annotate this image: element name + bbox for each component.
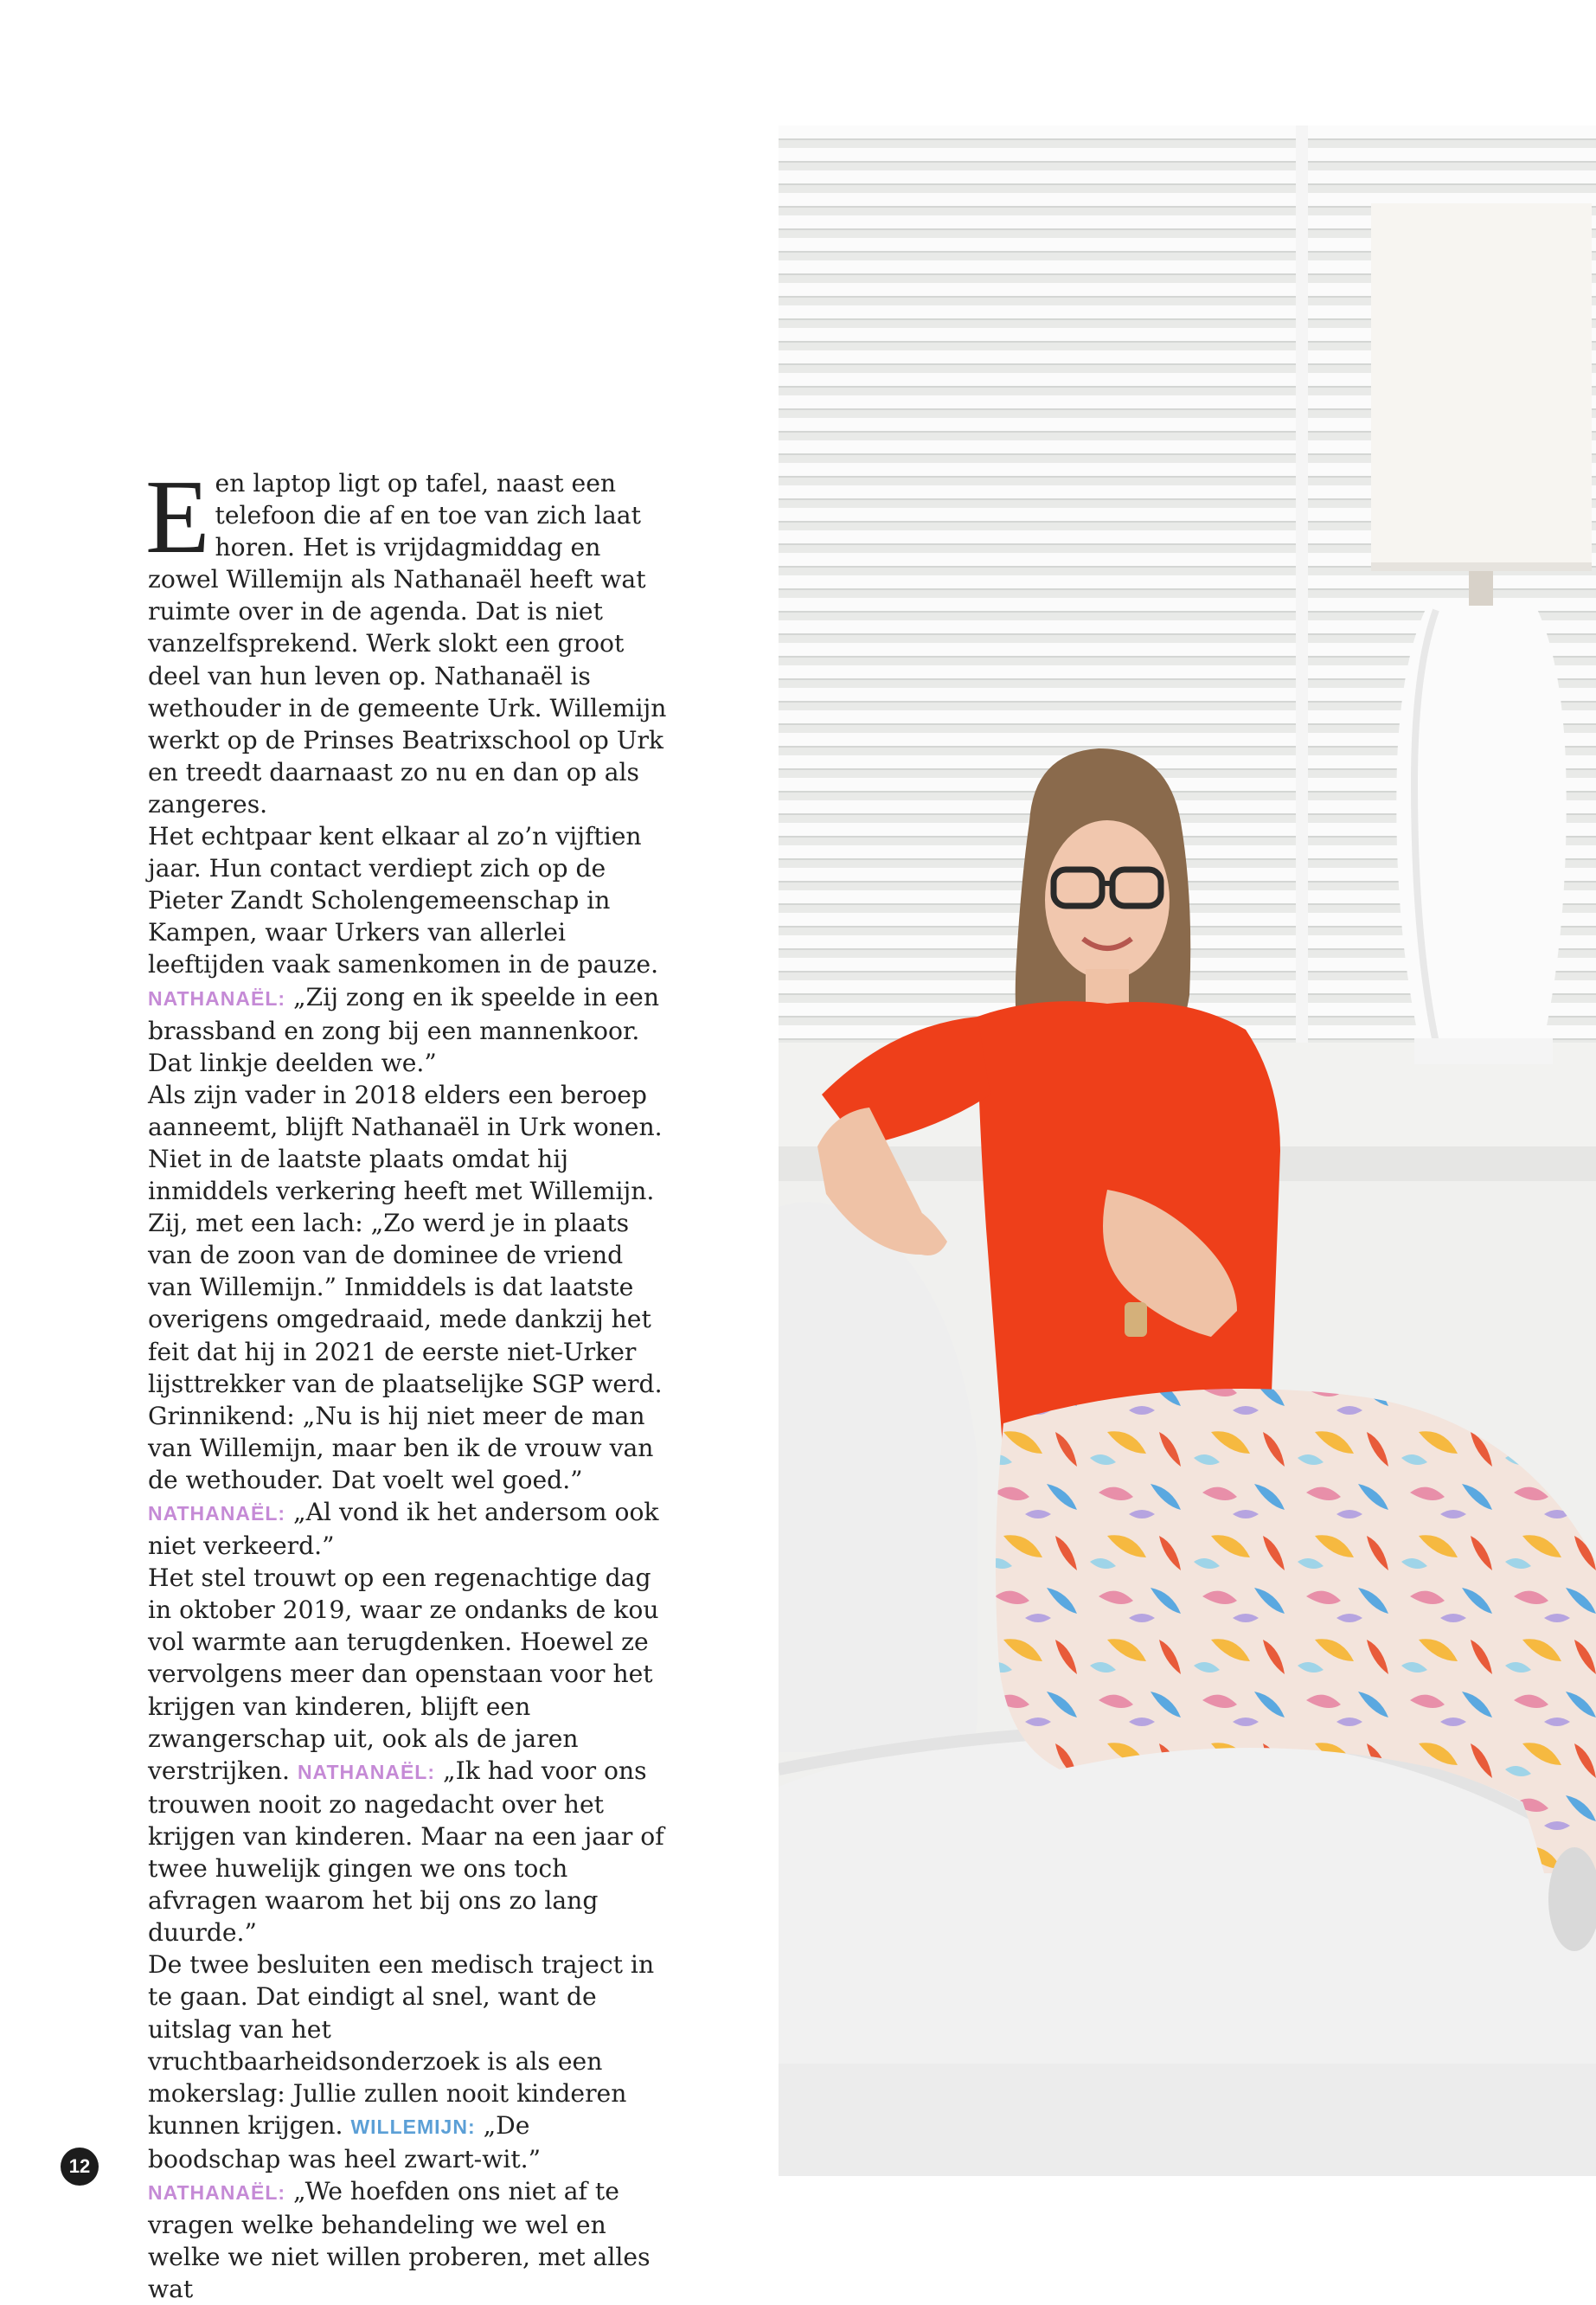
paragraph xyxy=(148,1949,667,2305)
speaker-label-nathanael: NATHANAËL: xyxy=(297,1760,435,1783)
paragraph-text: Als zijn vader in 2018 elders een beroep aanneemt, blijft Nathanaël in Urk wonen. Niet in de laatste plaats omdat hij inmiddels verkering heeft met Willemijn. Zij, met een lach: „Zo werd je in plaats van de zoon van de dominee de vriend van Willemijn.” Inmiddels is dat laatste overigens omgedraaid, mede dankzij het feit dat hij in 2021 de eerste niet-Urker lijsttrekker van de plaatselijke SGP werd. Grinnikend: „Nu is hij niet meer de man van Willemijn, maar ben ik de vrouw van de wethouder. Dat voelt wel goed.” xyxy=(148,1080,663,1494)
paragraph xyxy=(148,820,667,1079)
portrait-photo xyxy=(779,125,1596,2176)
paragraph xyxy=(148,1562,667,1949)
speaker-label-nathanael: NATHANAËL: xyxy=(148,2180,286,2204)
quote-text: „Ik had voor ons trouwen nooit zo nagedacht over het krijgen van kinderen. Maar na een jaar of twee huwelijk gingen we ons toch afvragen waarom het bij ons zo lang duurde.” xyxy=(148,1756,664,1948)
quote-text: „Zij zong en ik speelde in een brassband en zong bij een mannenkoor. Dat linkje deelden we.” xyxy=(148,982,659,1077)
speaker-label-nathanael: NATHANAËL: xyxy=(148,986,286,1010)
paragraph-text: Het echtpaar kent elkaar al zo’n vijftien jaar. Hun contact verdiept zich op de Pieter Zandt Scholengemeenschap in Kampen, waar Urkers van allerlei leeftijden vaak samenkomen in de pauze. xyxy=(148,822,659,979)
quote-text: „Al vond ik het andersom ook niet verkeerd.” xyxy=(148,1498,659,1561)
article-body xyxy=(145,459,667,2305)
speaker-label-willemijn: WILLEMIJN: xyxy=(350,2115,476,2138)
page-number: 12 xyxy=(61,2148,99,2186)
paragraph-intro xyxy=(145,459,667,820)
paragraph-text: en laptop ligt op tafel, naast een telefoon die af en toe van zich laat horen. Het is vrijdagmiddag en zowel Willemijn als Nathanaël heeft wat ruimte over in de agenda. Dat is niet vanzelfsprekend. Werk slokt een groot deel van hun leven op. Nathanaël is wethouder in de gemeente Urk. Willemijn werkt op de Prinses Beatrixschool op Urk en treedt daarnaast zo nu en dan op als zangeres. xyxy=(148,469,667,819)
speaker-label-nathanael: NATHANAËL: xyxy=(148,1502,286,1525)
drop-cap: E xyxy=(145,459,210,575)
quote-text: „We hoefden ons niet af te vragen welke behandeling we wel en welke we niet willen proberen, met alles wat xyxy=(148,2176,651,2304)
quote-text: „De boodschap was heel zwart-wit.” xyxy=(148,2110,542,2173)
paragraph-text: Het stel trouwt op een regenachtige dag in oktober 2019, waar ze ondanks de kou vol warmte aan terugdenken. Hoewel ze vervolgens meer dan openstaan voor het krijgen van kinderen, blijft een zwangerschap uit, ook als de jaren verstrijken. xyxy=(148,1563,659,1785)
paragraph xyxy=(148,1079,667,1562)
paragraph-text: De twee besluiten een medisch traject in te gaan. Dat eindigt al snel, want de uitslag van het vruchtbaarheidsonderzoek is als een mokerslag: Jullie zullen nooit kinderen kunnen krijgen. xyxy=(148,1950,655,2140)
